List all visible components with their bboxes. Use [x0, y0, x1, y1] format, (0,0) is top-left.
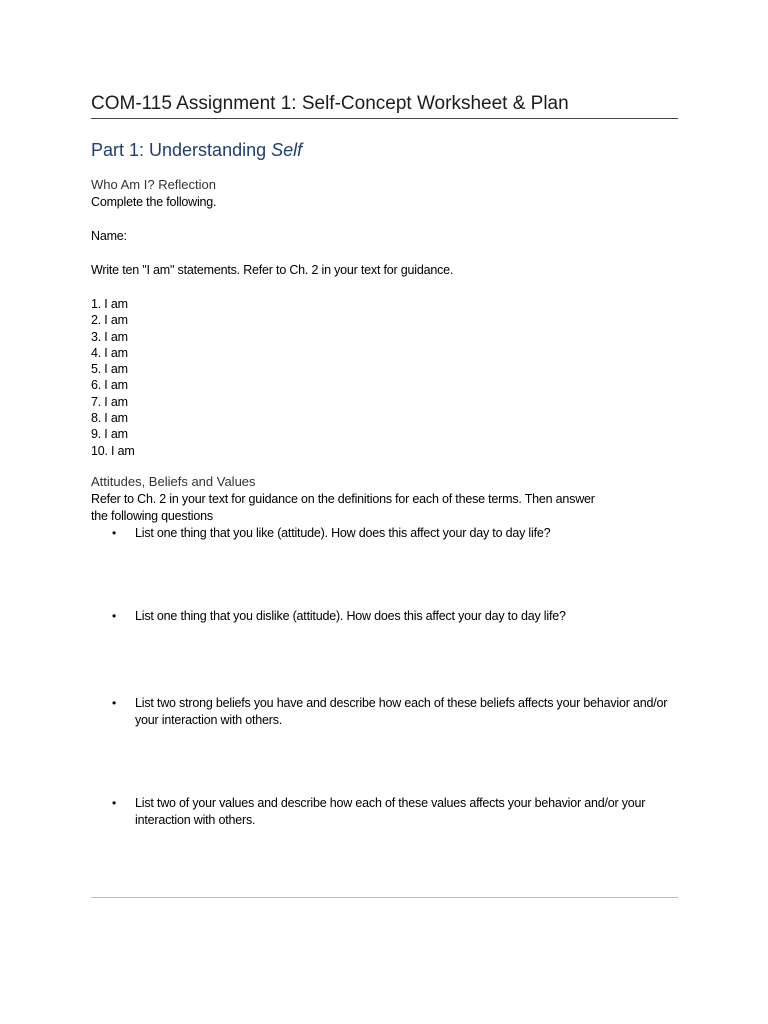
bullet-icon: •	[112, 796, 117, 810]
i-am-statement: 4. I am	[91, 345, 128, 360]
part1-heading-prefix: Part 1: Understanding	[91, 140, 272, 160]
bullet-icon: •	[112, 526, 117, 540]
bullet-icon: •	[112, 696, 117, 710]
i-am-statement: 9. I am	[91, 427, 128, 442]
i-am-prompt: Write ten "I am" statements. Refer to Ch. 2 in your text for guidance.	[91, 263, 454, 277]
i-am-statement: 6. I am	[91, 378, 128, 393]
question-text: List one thing that you like (attitude). How does this affect your day to day life?	[135, 526, 551, 540]
abv-intro-line-2: the following questions	[91, 509, 213, 523]
i-am-statement: 3. I am	[91, 329, 128, 344]
bullet-icon: •	[112, 609, 117, 623]
part1-heading-emphasis: Self	[271, 140, 303, 160]
i-am-statement: 7. I am	[91, 394, 128, 409]
question-text: List one thing that you dislike (attitude). How does this affect your day to day life?	[135, 609, 566, 623]
question-text: List two of your values and describe how each of these values affects your behavior and/or your interaction with others.	[135, 796, 646, 827]
who-am-i-instruction: Complete the following.	[91, 195, 217, 209]
abv-intro-line-1: Refer to Ch. 2 in your text for guidance on the definitions for each of these terms. Then answer	[91, 492, 595, 506]
i-am-statement: 10. I am	[91, 443, 135, 458]
i-am-statement: 8. I am	[91, 411, 128, 426]
i-am-statement: 1. I am	[91, 297, 128, 311]
who-am-i-heading: Who Am I? Reflection	[91, 177, 216, 192]
document-title: COM-115 Assignment 1: Self-Concept Worksheet & Plan	[91, 92, 678, 119]
i-am-statement-list	[91, 296, 135, 459]
name-label: Name:	[91, 229, 127, 243]
footer-divider	[91, 897, 678, 898]
question-text: List two strong beliefs you have and describe how each of these beliefs affects your behavior and/or your interaction with others.	[135, 696, 668, 727]
abv-heading: Attitudes, Beliefs and Values	[91, 474, 256, 489]
i-am-statement: 5. I am	[91, 362, 128, 377]
i-am-statement: 2. I am	[91, 313, 128, 328]
part1-heading	[91, 139, 302, 161]
